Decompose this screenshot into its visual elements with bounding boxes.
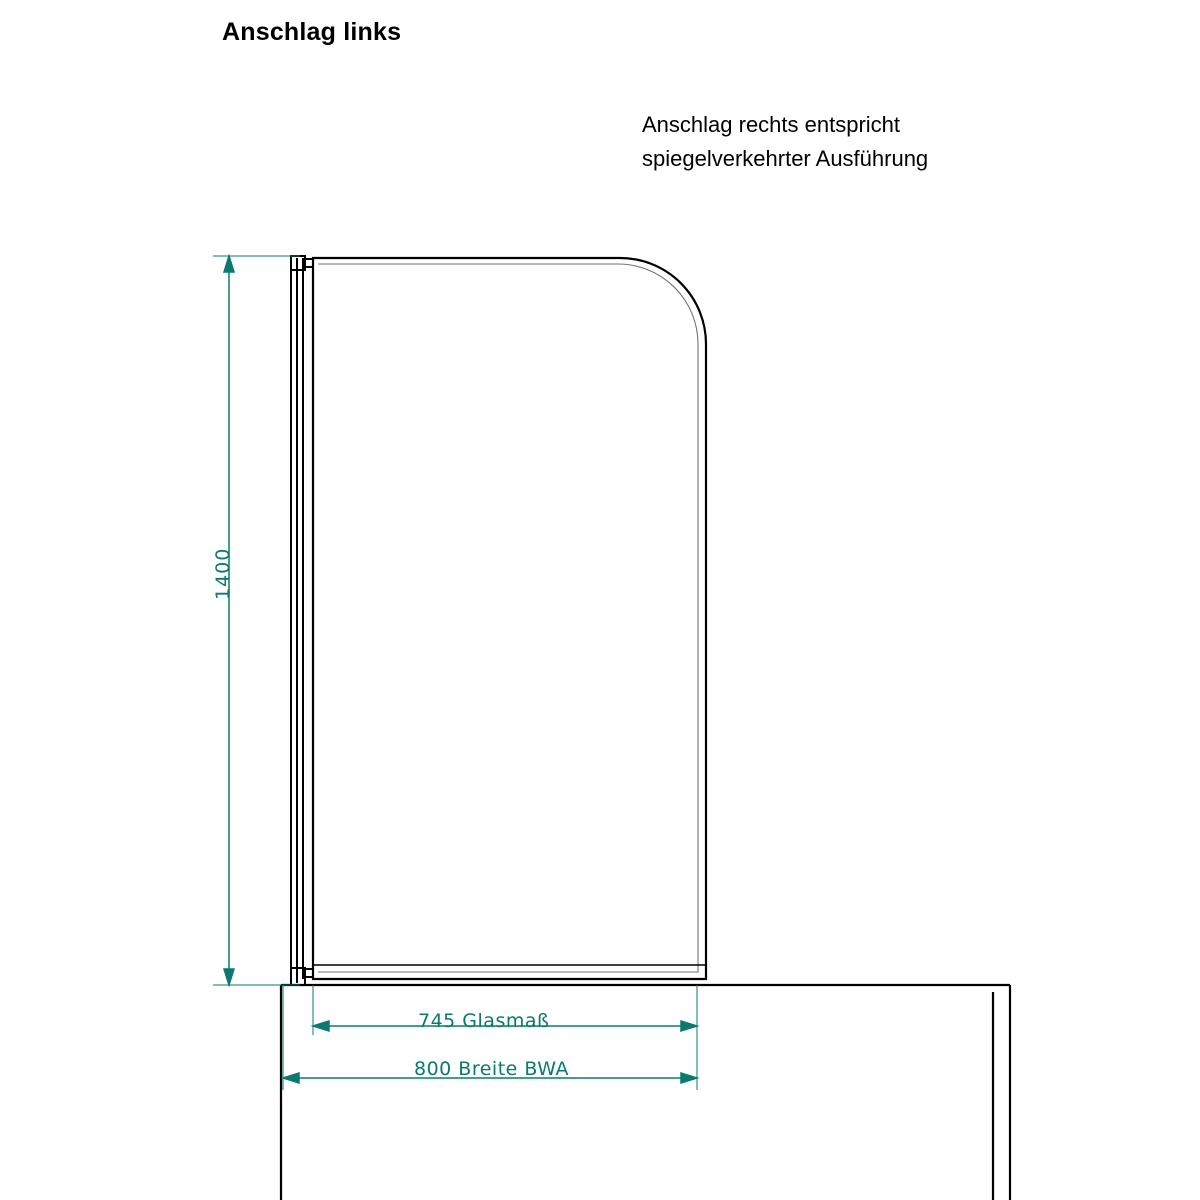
glass-panel: [313, 258, 706, 979]
dimension-height: [213, 256, 300, 985]
dimension-label-glass-width: 745 Glasmaß: [418, 1010, 550, 1032]
drawing-note-line-2: spiegelverkehrter Ausführung: [642, 146, 929, 171]
bathtub-outline: [281, 985, 1010, 1200]
drawing-note-line-1: Anschlag rechts entspricht: [642, 112, 901, 137]
wall-profile: [291, 256, 313, 985]
page-title: Anschlag links: [222, 18, 402, 46]
dimension-label-total-width: 800 Breite BWA: [414, 1058, 569, 1080]
dimension-label-height: 1400: [212, 547, 234, 600]
